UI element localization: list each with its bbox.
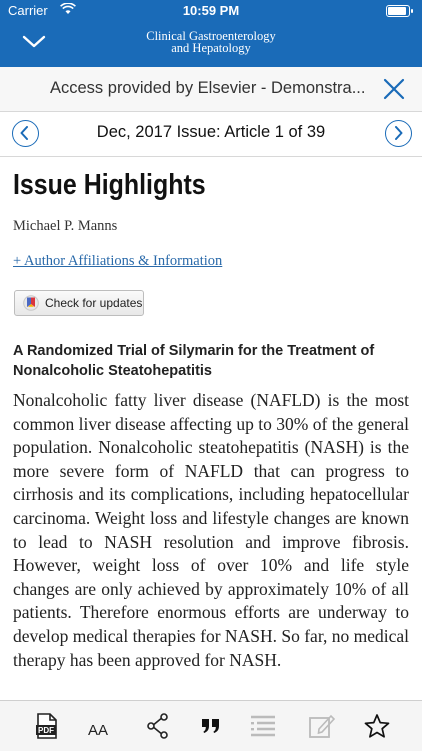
share-icon[interactable] bbox=[146, 713, 170, 739]
text-size-label: AA bbox=[88, 722, 109, 739]
issue-navigation bbox=[0, 112, 422, 157]
pdf-icon[interactable] bbox=[34, 713, 60, 739]
star-icon[interactable] bbox=[364, 713, 390, 739]
battery-icon bbox=[386, 5, 410, 17]
journal-name-line2: and Hepatology bbox=[171, 41, 251, 55]
check-for-updates-button[interactable] bbox=[14, 290, 144, 316]
cite-icon[interactable] bbox=[200, 713, 222, 739]
article-content[interactable] bbox=[0, 157, 422, 700]
pdf-label: PDF bbox=[38, 726, 54, 735]
clock: 10:59 PM bbox=[182, 3, 240, 18]
issue-title: Dec, 2017 Issue: Article 1 of 39 bbox=[96, 123, 326, 141]
chevron-right-icon bbox=[391, 126, 405, 140]
next-article-button[interactable] bbox=[385, 120, 412, 147]
carrier-label: Carrier bbox=[8, 3, 48, 18]
edit-note-icon bbox=[309, 713, 335, 739]
close-icon[interactable] bbox=[382, 77, 406, 101]
text-size-icon[interactable] bbox=[88, 715, 108, 741]
journal-name-line1: Clinical Gastroenterology bbox=[146, 29, 276, 43]
nav-bar bbox=[0, 22, 422, 67]
status-bar bbox=[0, 0, 422, 22]
crossmark-icon bbox=[23, 295, 39, 314]
article-paragraph: Nonalcoholic fatty liver disease (NAFLD) is the most common liver disease affecting up to 30% of the general population. Nonalcoholic steatohepatitis (NASH) is the more severe form of NAFLD that can progress to cirrhosis and its complications, including hepatocellular carcinoma. Weight loss and lifestyle changes are known to lead to NASH resolution and improve fibrosis. However, weight loss of over 10% and life style changes are only achieved by approximately 10% of all patients. Therefore enormous efforts are underway to develop medical therapies for NASH. So far, no medical therapy has been approved for NASH. bbox=[13, 390, 409, 670]
check-for-updates-label: Check for updates bbox=[45, 296, 143, 310]
author-affiliations-link[interactable]: + Author Affiliations & Information bbox=[13, 253, 223, 269]
bottom-toolbar bbox=[0, 700, 422, 751]
access-banner bbox=[0, 67, 422, 112]
journal-logo bbox=[0, 30, 422, 54]
access-banner-text: Access provided by Elsevier - Demonstra... bbox=[50, 79, 366, 97]
article-title: Issue Highlights bbox=[13, 169, 206, 201]
author-name: Michael P. Manns bbox=[13, 218, 118, 234]
section-heading: A Randomized Trial of Silymarin for the Treatment of Nonalcoholic Steatohepatitis bbox=[13, 343, 375, 379]
outline-list-icon bbox=[250, 713, 276, 739]
